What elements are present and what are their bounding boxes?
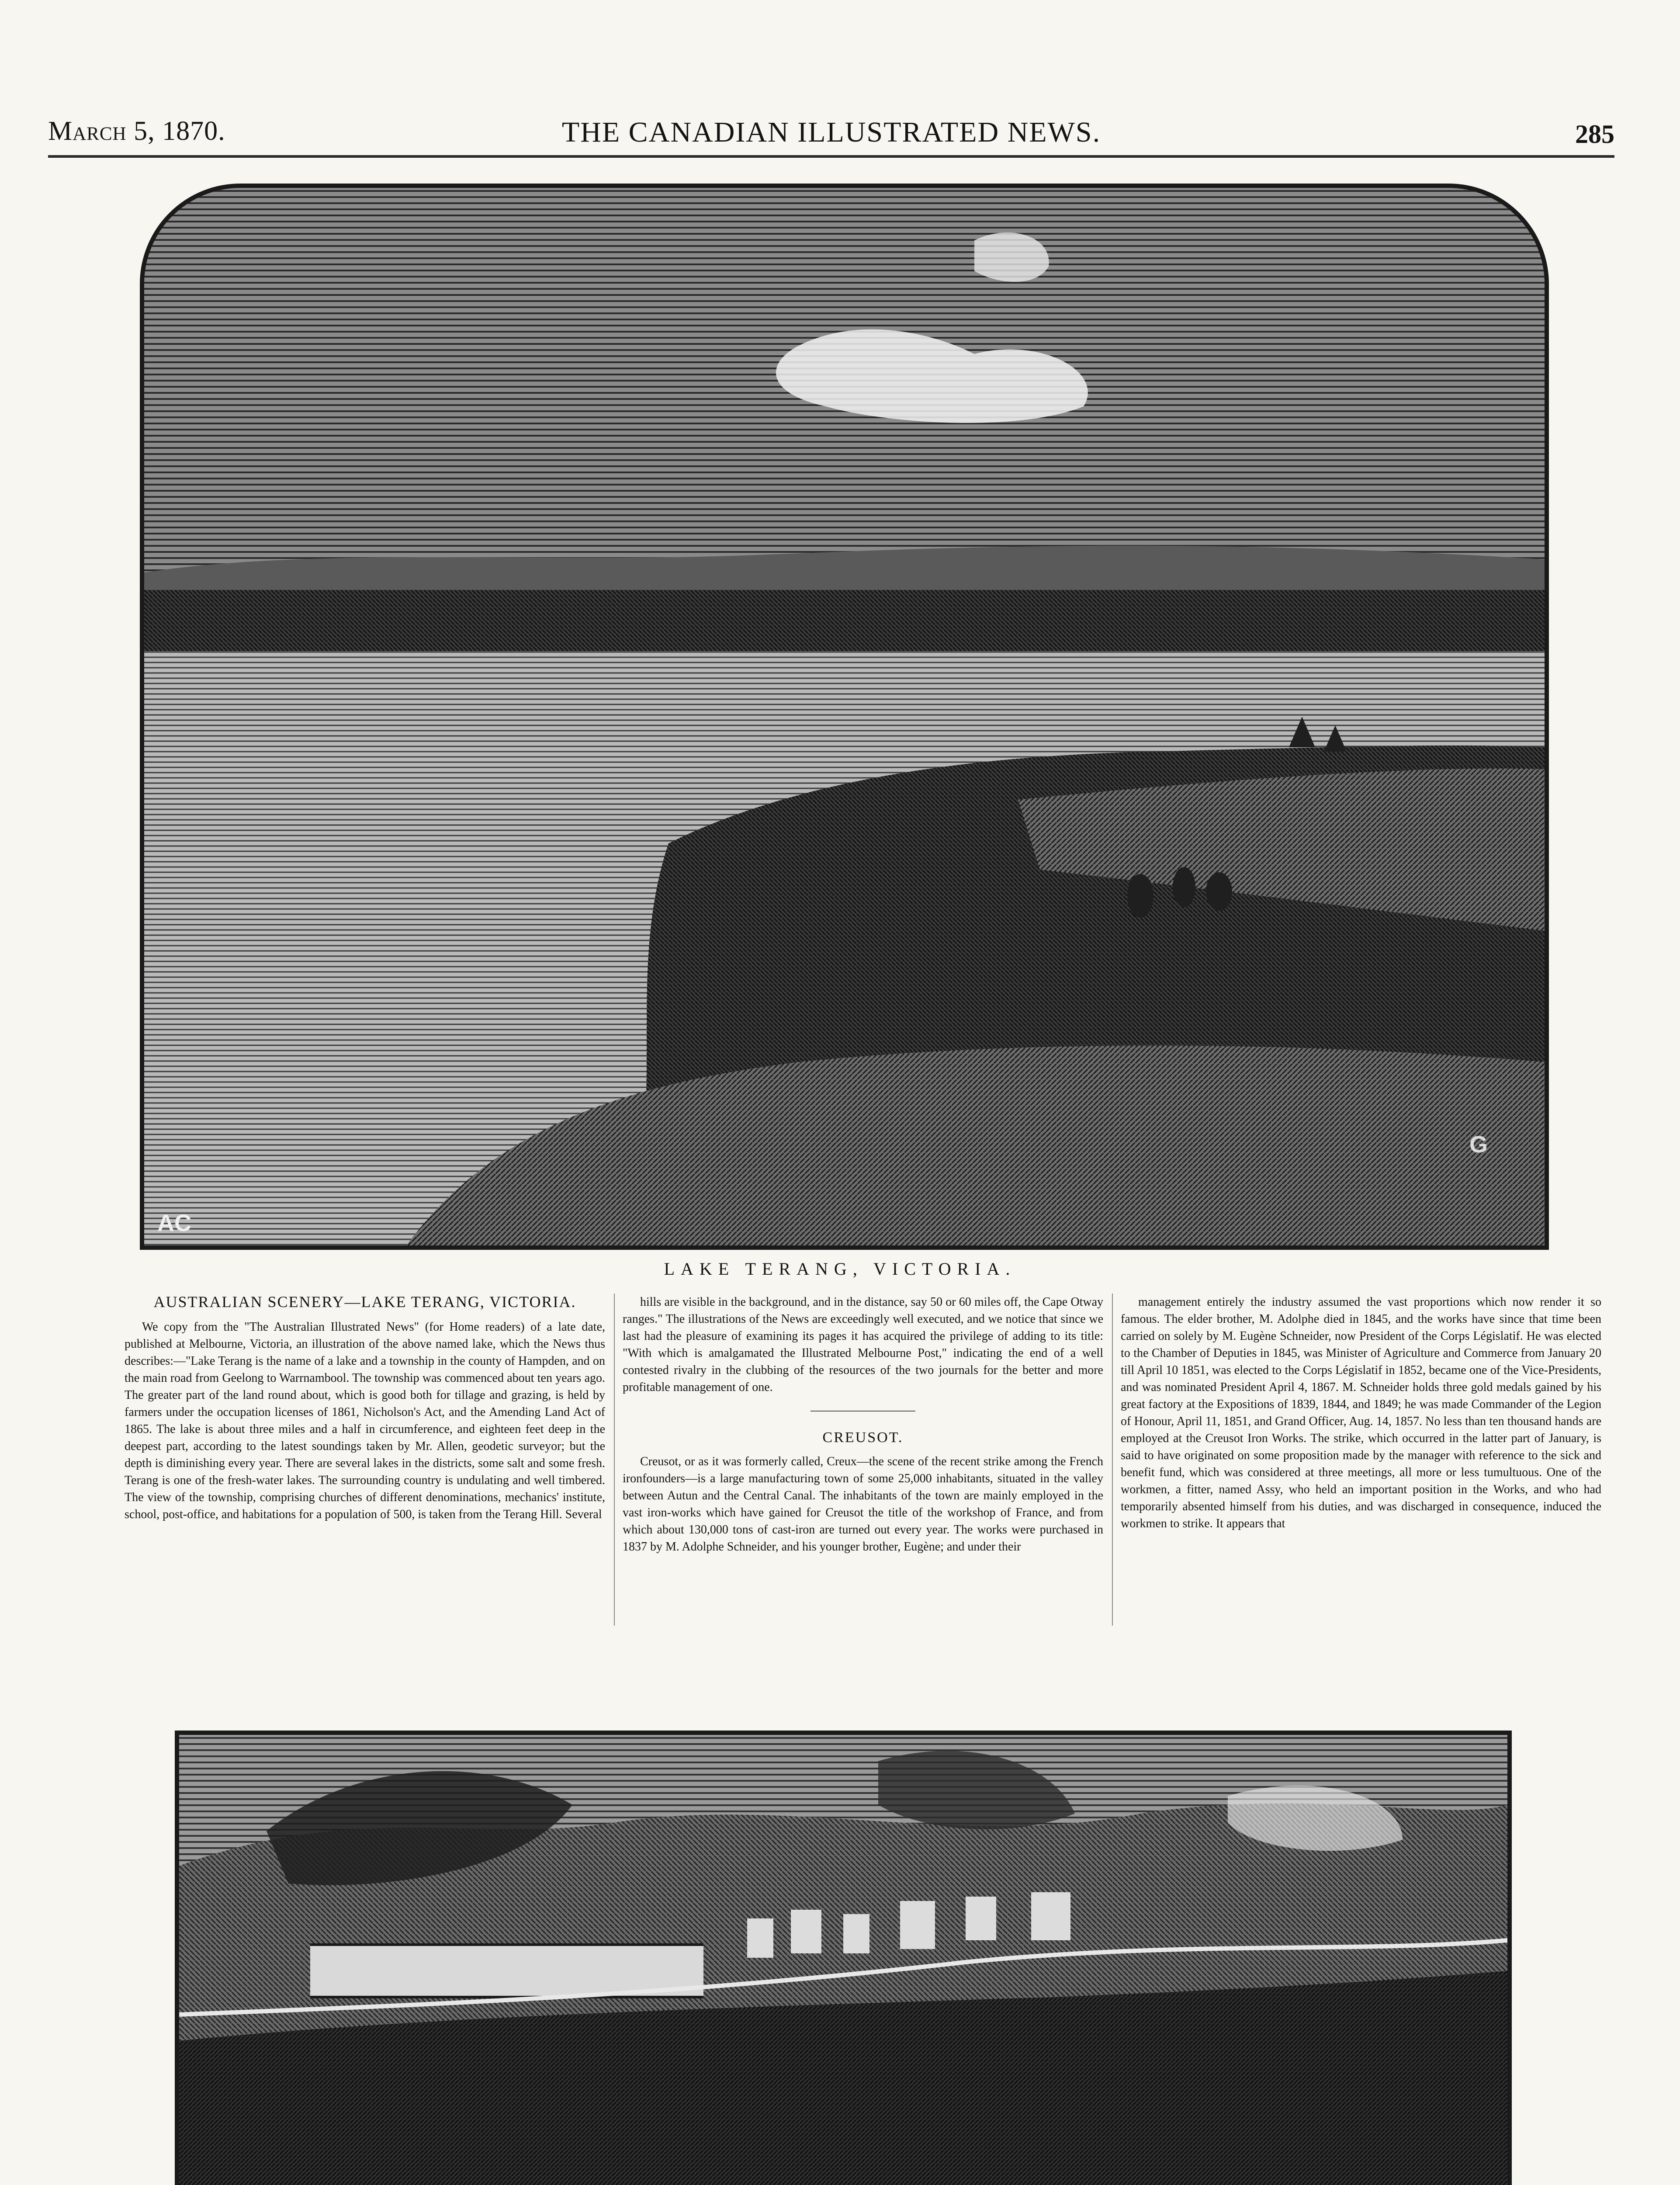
- column-divider: [1112, 1294, 1113, 1626]
- article-paragraph: Creusot, or as it was formerly called, Creux—the scene of the recent strike among the French ironfounders—is a large manufacturing town of some 25,000 inhabitants, situated in the valley between Autun and the Central Canal. The inhabitants of the town are mainly employed in the vast iron-works which have gained for Creusot the title of the workshop of France, and from which about 130,000 tons of cast-iron are turned out every year. The works were purchased in 1837 by M. Adolphe Schneider, and his younger brother, Eugène; and under their: [623, 1455, 1103, 1554]
- column-1: [125, 1294, 605, 1526]
- engraving-creusot: [175, 1731, 1512, 2185]
- article-paragraph: management entirely the industry assumed the vast proportions which now render it so famous. The elder brother, M. Adolphe died in 1845, and the works have since that time been carried on solely by M. Eugène Schneider, now President of the Corps Législatif. He was elected to the Chamber of Deputies in 1845, was Minister of Agriculture and Commerce from January 20 till April 10 1851, was elected to the Corps Législatif in 1852, became one of the Vice-Presidents, and was nominated President April 4, 1867. M. Schneider holds three gold medals gained by his great factory at the Expositions of 1839, 1844, and 1849; he was made Commander of the Legion of Honour, April 11, 1851, and Grand Officer, Aug. 14, 1857. No less than ten thousand hands are employed at the Creusot Iron Works. The strike, which occurred in the latter part of January, is said to have originated on some proposition made by the manager with reference to the sick and benefit fund, which was considered at three meetings, all more or less tumultuous. One of the workmen, a fitter, named Assy, who held an important position in the Works, and who had temporarily absented himself from his duties, and was discharged in consequence, induced the workmen to strike. It appears that: [1121, 1295, 1601, 1530]
- article-heading-creusot: CREUSOT.: [822, 1429, 904, 1446]
- lake-terang-illustration: [144, 188, 1545, 1245]
- artist-signature: G: [1469, 1131, 1488, 1158]
- page-number: 285: [1575, 120, 1614, 149]
- section-divider: [811, 1411, 915, 1412]
- article-paragraph: We copy from the "The Australian Illustrated News" (for Home readers) of a late date, published at Melbourne, Victoria, an illustration of the above named lake, which the News thus describes:—"Lake Terang is the name of a lake and a township in the county of Hampden, and on the main road from Geelong to Warrnambool. The township was commenced about ten years ago. The greater part of the land round about, which is good both for tillage and grazing, is held by farmers under the occupation licenses of 1861, Nicholson's Act, and the Amending Land Act of 1865. The lake is about three miles and a half in circumference, and eighteen feet deep in the deepest part, according to the latest soundings taken by Mr. Allen, geodetic surveyor; but the depth is diminishing every year. There are several lakes in the districts, some salt and some fresh. Terang is one of the fresh-water lakes. The surrounding country is undulating and well timbered. The view of the township, comprising churches of different denominations, mechanics' institute, school, post-office, and habitations for a population of 500, is taken from the Terang Hill. Several: [125, 1320, 605, 1521]
- engraver-initials: AC: [157, 1210, 191, 1236]
- column-divider: [614, 1294, 615, 1626]
- article-paragraph: hills are visible in the background, and in the distance, say 50 or 60 miles off, the Cape Otway ranges." The illustrations of the News are exceedingly well executed, and we notice that since we last had the pleasure of examining its pages it has acquired the privilege of adding to its title: "With which is amalgamated the Illustrated Melbourne Post," indicating the end of a well contested rivalry in the clubbing of the resources of the two journals for the better and more profitable management of one.: [623, 1295, 1103, 1394]
- newspaper-title: THE CANADIAN ILLUSTRATED NEWS.: [561, 116, 1101, 148]
- column-2: [623, 1294, 1103, 1558]
- page-header: [48, 116, 1614, 158]
- creusot-illustration: [179, 1735, 1507, 2185]
- issue-date: March 5, 1870.: [48, 116, 225, 146]
- column-3: [1121, 1294, 1601, 1535]
- article-heading-lake-terang: AUSTRALIAN SCENERY—LAKE TERANG, VICTORIA.: [153, 1293, 576, 1311]
- engraving-lake-terang: [140, 184, 1549, 1250]
- caption-lake-terang: LAKE TERANG, VICTORIA.: [664, 1259, 1016, 1279]
